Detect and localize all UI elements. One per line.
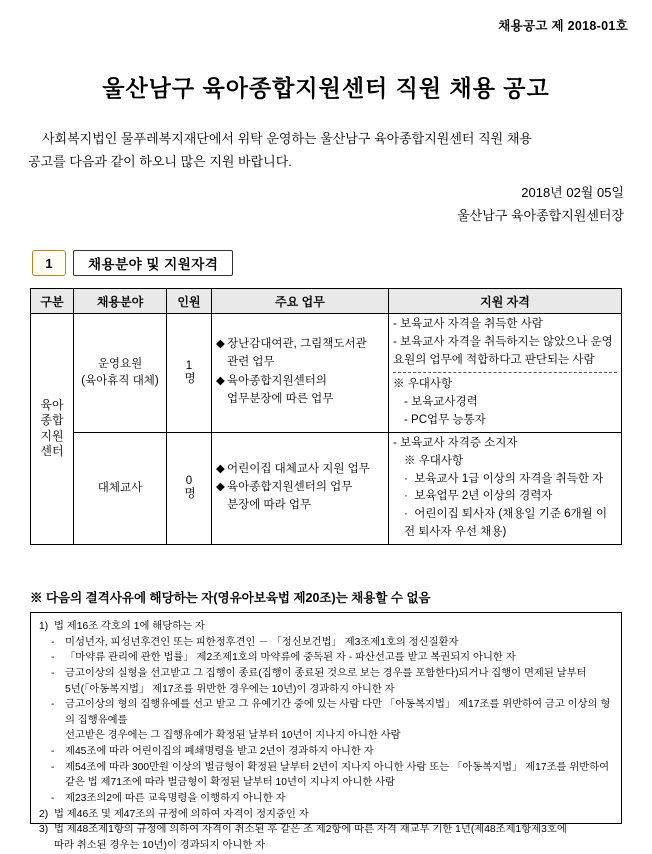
list-item [39,760,613,776]
list-item [39,619,613,635]
item-text: 금고이상의 실형을 선고받고 그 집행이 종료(집행이 종료된 것으로 보는 경우를 포함한다)되거나 집행이 면제된 날부터 [65,667,587,679]
cell-duties-substitute [212,432,389,544]
item-text: 같은 법 제71조에 따라 벌금형이 확정된 날부터 10년이 지나지 아니한 사람 [65,777,396,789]
item-marker: - [51,636,55,648]
cell-duties-operator [212,314,389,433]
header-duties: 주요 업무 [212,289,389,314]
duty-item: ◆ 장난감대여관, 그림책도서관 관련 업무 [216,338,367,369]
intro-line-2: 공고를 다음과 같이 하오니 많은 지원 바랍니다. [28,153,292,169]
preference-item: · 어린이집 퇴사자 (채용일 기준 6개월 이전 퇴사자 우선 채용) [404,508,608,538]
list-item [39,666,613,682]
section-heading [32,250,233,276]
item-marker: - [51,667,55,679]
intro-line-1: 사회복지법인 물푸레복지재단에서 위탁 운영하는 울산남구 육아종합지원센터 직원 채용 [42,131,532,146]
count-value: 1명 [183,359,195,384]
duty-text-line1: 장난감대여관, 그림책도서관 [227,338,367,351]
preference-text: 보육교사경력 [411,396,478,409]
duty-text-line1: 육아종합지원센터의 [227,374,327,387]
document-code: 채용공고 제 2018-01호 [498,19,628,33]
list-item [39,635,613,651]
preference-text: 어린이집 퇴사자 (채용일 기준 6개월 이전 퇴사자 우선 채용) [404,508,608,538]
qualification-item [393,334,617,370]
preference-item: · 보육교사 1급 이상의 자격을 취득한 자 [404,472,604,485]
cell-field-operator [74,314,167,433]
duty-item: ◆ 어린이집 대체교사 지원 업무 [216,462,370,475]
item-text: 법 제46조 및 제47조의 규정에 의하여 자격이 정지중인 자 [54,808,309,820]
duty-text-line1: 어린이집 대체교사 지원 업무 [227,462,370,475]
preference-title: ※ 우대사항 [404,454,464,467]
cell-field-substitute [74,432,167,544]
item-marker: 3) [39,824,49,836]
header-count: 인원 [167,289,212,314]
count-value: 0명 [183,475,195,499]
item-marker: - [51,761,55,773]
item-text: 미성년자, 피성년후견인 또는 피한정후견인 － 「정신보건법」 제3조제1호의 정신질환자 [65,636,459,648]
item-text: 제45조에 따라 어린이집의 폐쇄명령을 받고 2년이 경과하지 아니한 자 [65,746,374,758]
item-text: 제23조의2에 따른 교육명령을 이행하지 아니한 자 [65,793,286,805]
disqualification-list [30,612,622,851]
section-number: 1 [32,250,66,276]
duty-text-line2: 분장에 따라 업무 [227,499,312,512]
item-marker: - [51,652,55,664]
header-field: 채용분야 [74,289,167,314]
preference-item: - PC업무 능통자 [404,414,486,427]
cell-count-substitute [167,432,212,544]
list-item [39,807,613,823]
list-item [39,822,613,838]
qualification-line2: 요원의 업무에 적합하다고 판단되는 사람 [393,353,595,366]
item-text: 금고이상의 형의 집행유예를 선고 받고 그 유예기간 중에 있는 사람 다만 「아동복지법」 제17조를 위반하여 금고 이상의 형의 집행유예를 [65,699,611,726]
item-marker: 1) [39,621,49,632]
header-category: 구분 [31,289,74,314]
item-text: 선고받은 경우에는 그 집행유예가 확정된 날부터 10년이 지나지 아니한 사람 [65,730,401,742]
intro-paragraph [28,128,628,174]
field-name-line2: (육아휴직 대체) [81,374,159,387]
item-marker: - [51,699,55,711]
item-marker: 2) [39,808,49,820]
signature-block [0,182,624,228]
qualification-item: - 보육교사 자격을 취득한 사람 [393,318,543,330]
duty-text-line2: 관련 업무 [227,356,275,369]
page-title: 울산남구 육아종합지원센터 직원 채용 공고 [102,75,550,101]
list-item-continuation [39,682,613,698]
list-item [39,744,613,760]
duty-text-line1: 육아종합지원센터의 업무 [227,481,353,494]
duty-item: ◆ 육아종합지원센터의 업무분장에 따른 업무 [216,374,334,405]
header-qualifications: 지원 자격 [389,289,622,314]
field-name-line1: 대체교사 [97,481,143,494]
item-text: 제54조에 따라 300만원 이상의 벌금형이 확정된 날부터 2년이 지나지 아니한 사람 또는 「아동복지법」 제17조를 위반하여 [65,761,610,773]
list-item-continuation [39,728,613,744]
recruitment-table [30,288,622,545]
list-item [39,697,613,728]
table-row [31,314,622,433]
cell-group-label: 육아 종합 지원 센터 [31,314,74,545]
table-header-row [31,289,622,314]
item-text: 법 제48조제1항의 규정에 의하여 자격이 취소된 후 같은 조 제2항에 따른 자격 재교부 기한 1년(제48조제1항제3호에 [54,824,567,836]
preference-text: 보육교사 1급 이상의 자격을 취득한 자 [414,472,604,485]
preference-text: PC업무 능통자 [411,414,486,427]
field-name-line1: 운영요원 [97,357,143,370]
qualification-line1: - 보육교사 자격을 취득하지는 않았으나 운영 [393,335,613,348]
item-text: 법 제16조 각호의 1에 해당하는 자 [54,621,205,632]
table-row [31,432,622,544]
duty-item: ◆ 육아종합지원센터의 업무 분장에 따라 업무 [216,481,353,512]
qualification-item: - 보육교사 자격증 소지자 [393,436,518,449]
duty-text-line2: 업무분장에 따른 업무 [227,392,334,405]
list-item-continuation [39,838,613,854]
item-text: 「마약류 관리에 관한 법률」 제2조제1호의 마약류에 중독된 자 - 파산선고를 받고 복권되지 아니한 자 [65,652,516,664]
issuing-organization: 울산남구 육아종합지원센터장 [457,207,624,223]
section-title: 채용분야 및 지원자격 [73,250,233,276]
preference-title: ※ 우대사항 [393,378,453,391]
item-marker: - [51,746,55,758]
list-item-continuation [39,775,613,791]
cell-count-operator [167,314,212,433]
item-text: 따라 취소된 경우는 10년)이 경과되지 아니한 자 [54,839,266,851]
cell-qualifications-operator [389,314,622,433]
preference-item: - 보육교사경력 [404,396,478,409]
preference-item: · 보육업무 2년 이상의 경력자 [404,490,553,503]
item-marker: - [51,793,55,805]
list-item [39,791,613,807]
item-text: 5년(「아동복지법」 제17조를 위반한 경우에는 10년)이 경과하지 아니한 자 [65,683,395,695]
disqualification-note: ※ 다음의 결격사유에 해당하는 자(영유아보육법 제20조)는 채용할 수 없음 [30,591,431,605]
preference-text: 보육업무 2년 이상의 경력자 [414,490,553,503]
list-item [39,650,613,666]
publish-date: 2018년 02월 05일 [521,185,624,200]
cell-qualifications-substitute [389,432,622,544]
divider [393,372,617,373]
